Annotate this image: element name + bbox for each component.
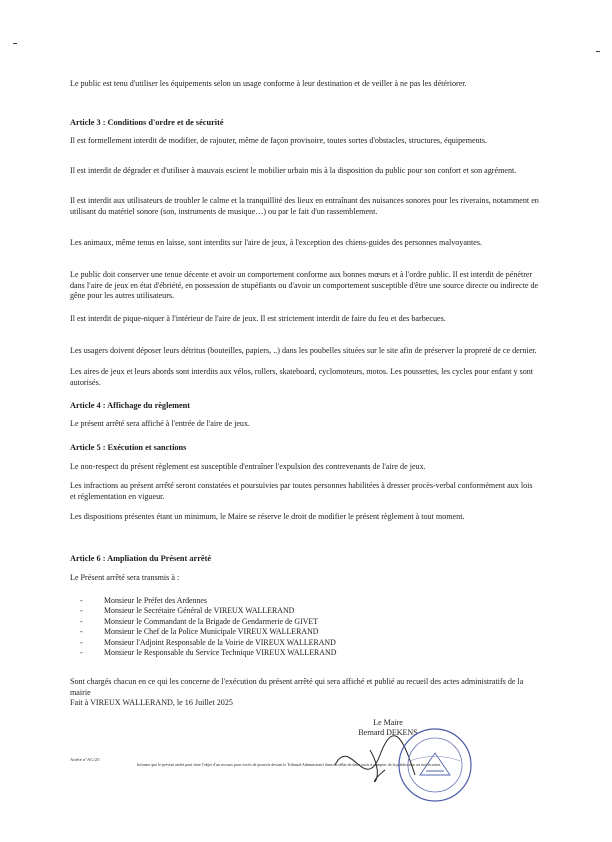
article-6-heading: Article 6 : Ampliation du Présent arrêté xyxy=(70,554,212,563)
article-5-paragraph-1: Le non-respect du présent règlement est susceptible d'entraîner l'expulsion des contrevenants de l'aire de jeux. xyxy=(70,462,426,471)
list-item xyxy=(80,627,500,637)
list-item xyxy=(80,617,500,627)
article-3-heading: Article 3 : Conditions d'ordre et de sécurité xyxy=(70,118,224,127)
list-item xyxy=(80,596,500,606)
article-4-paragraph: Le présent arrêté sera affiché à l'entrée de l'aire de jeux. xyxy=(70,419,251,428)
article-3-paragraph-8: Les aires de jeux et leurs abords sont interdits aux vélos, rollers, skateboard, cyclomoteurs, motos. Les poussettes, les cycles pour enfant y sont autorisés. xyxy=(70,367,534,387)
intro-paragraph: Le public est tenu d'utiliser les équipements selon un usage conforme à leur destination et de veiller à ne pas les détériorer. xyxy=(70,79,467,88)
list-item-text: Monsieur le Préfet des Ardennes xyxy=(104,596,207,605)
article-3-paragraph-6: Il est interdit de pique-niquer à l'intérieur de l'aire de jeux. Il est strictement interdit de faire du feu et des barbecues. xyxy=(70,314,446,323)
mayor-title: Le Maire xyxy=(373,718,403,727)
footer-reference: Arrêté n°AG/25 xyxy=(70,757,100,762)
list-item-text: Monsieur le Chef de la Police Municipale VIREUX WALLERAND xyxy=(104,627,319,637)
list-item xyxy=(80,648,500,658)
list-item xyxy=(80,606,500,616)
article-3-paragraph-2: Il est interdit de dégrader et d'utiliser à mauvais escient le mobilier urbain mis à la disposition du public pour son confort et son agrément. xyxy=(70,166,517,175)
list-bullet: - xyxy=(80,637,83,647)
list-bullet: - xyxy=(80,627,83,637)
place-date: Fait à VIREUX WALLERAND, le 16 Juillet 2025 xyxy=(70,698,233,707)
article-3-paragraph-3: Il est interdit aux utilisateurs de troubler le calme et la tranquillité des lieux en entraînant des nuisances sonores pour les riverains, notamment en utilisant du matériel sonore (son, instruments de musique…) ou par le fait d'un rassemblement. xyxy=(70,196,539,216)
article-6-intro: Le Présent arrêté sera transmis à : xyxy=(70,573,180,582)
list-item-text: Monsieur le Commandant de la Brigade de Gendarmerie de GIVET xyxy=(104,616,319,626)
article-4-heading: Article 4 : Affichage du règlement xyxy=(70,401,191,410)
article-3-paragraph-1: Il est formellement interdit de modifier, de rajouter, même de façon provisoire, toutes sortes d'obstacles, structures, équipements. xyxy=(70,136,488,145)
mayor-name: Bernard DEKENS xyxy=(358,727,418,737)
scan-mark xyxy=(596,51,600,52)
footer-note: Informe que le présent arrêté peut faire l'objet d'un recours pour excès de pouvoir devant le Tribunal Administratif dans un délai de deux mois à compter de la publication ou notification. xyxy=(137,762,441,767)
list-item-text: Monsieur l'Adjoint Responsable de la Voirie de VIREUX WALLERAND xyxy=(104,637,336,647)
article-5-paragraph-3: Les dispositions présentes étant un minimum, le Maire se réserve le droit de modifier le présent règlement à tout moment. xyxy=(70,512,465,521)
list-bullet: - xyxy=(80,648,83,658)
closing-paragraph: Sont chargés chacun en ce qui les concerne de l'exécution du présent arrêté qui sera affiché et publié au recueil des actes administratifs de la mairie xyxy=(70,677,524,697)
handwritten-signature xyxy=(335,736,415,782)
article-3-paragraph-5: Le public doit conserver une tenue décente et avoir un comportement conforme aux bonnes mœurs et à l'ordre public. Il est interdit de pénétrer dans l'aire de jeux en état d'ébriété, en possession de stupéfiants ou d'avoir un comportement susceptible d'être une source directe ou indirecte de gêne pour les autres utilisateurs. xyxy=(70,270,539,301)
article-3-paragraph-4: Les animaux, même tenus en laisse, sont interdits sur l'aire de jeux, à l'exception des chiens-guides des personnes malvoyantes. xyxy=(70,238,482,247)
list-bullet: - xyxy=(80,596,83,605)
list-item-text: Monsieur le Secrétaire Général de VIREUX WALLERAND xyxy=(104,606,295,616)
list-bullet: - xyxy=(80,616,83,626)
article-3-paragraph-7: Les usagers doivent déposer leurs détritus (bouteilles, papiers, ..) dans les poubelles situées sur le site afin de préserver la propreté de ce dernier. xyxy=(70,346,537,355)
list-item xyxy=(80,638,500,648)
scan-mark xyxy=(13,43,17,44)
article-5-paragraph-2: Les infractions au présent arrêté seront constatées et poursuivies par toutes personnes habilitées à dresser procès-verbal conformément aux lois et réglementation en vigueur. xyxy=(70,481,533,501)
article-5-heading: Article 5 : Exécution et sanctions xyxy=(70,443,187,452)
list-item-text: Monsieur le Responsable du Service Technique VIREUX WALLERAND xyxy=(104,648,337,658)
recipient-list xyxy=(80,596,500,658)
list-bullet: - xyxy=(80,606,83,616)
